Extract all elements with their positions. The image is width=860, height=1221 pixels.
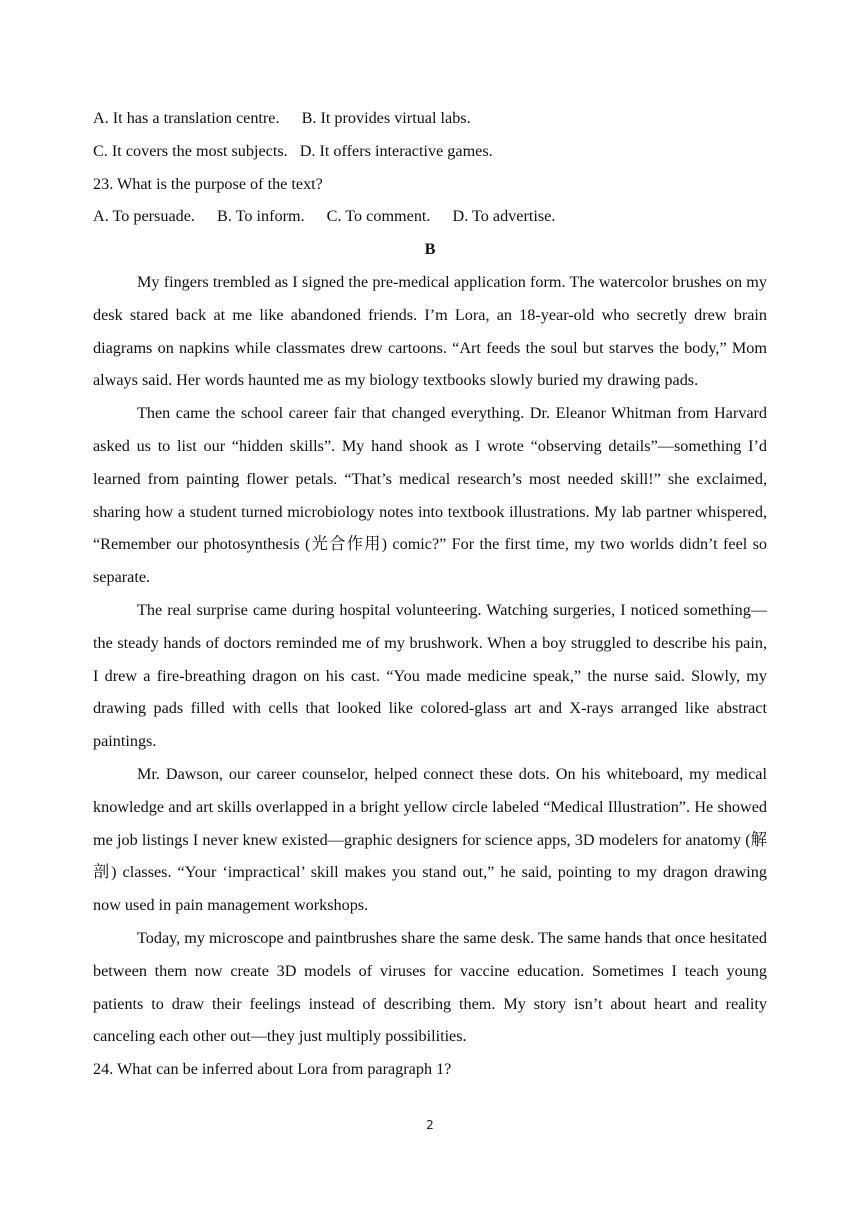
passage-paragraph-5: Today, my microscope and paintbrushes share the same desk. The same hands that once hesitated between them now create 3D models of viruses for vaccine education. Sometimes I teach young patients to draw their feelings instead of describing them. My story isn’t about heart and reality canceling each other out—they just multiply possibilities. — [93, 928, 767, 1046]
option-c: C. To comment. — [326, 207, 431, 226]
option-d: D. To advertise. — [452, 207, 556, 226]
question-24-stem: 24. What can be inferred about Lora from paragraph 1? — [93, 1060, 452, 1079]
question-22-options-row-2 — [93, 135, 767, 168]
option-a: A. It has a translation centre. — [93, 109, 280, 127]
section-label: B — [424, 240, 436, 259]
exam-page — [93, 102, 767, 1086]
passage-paragraph-2: Then came the school career fair that changed everything. Dr. Eleanor Whitman from Harvard asked us to list our “hidden skills”. My hand shook as I wrote “observing details”—something I’d learned from painting flower petals. “That’s medical research’s most needed skill!” she exclaimed, sharing how a student turned microbiology notes into textbook illustrations. My lab partner whispered, “Remember our photosynthesis (光合作用) comic?” For the first time, my two worlds didn’t feel so separate. — [93, 404, 767, 587]
option-c: C. It covers the most subjects. — [93, 141, 288, 160]
option-d: D. It offers interactive games. — [299, 141, 493, 160]
option-b: B. It provides virtual labs. — [301, 109, 471, 127]
question-22-options-row-1 — [93, 102, 767, 135]
page-number: 2 — [426, 1118, 434, 1132]
question-23-stem: 23. What is the purpose of the text? — [93, 174, 323, 193]
option-a: A. To persuade. — [93, 207, 195, 226]
question-23-options — [93, 200, 767, 233]
passage-paragraph-1: My fingers trembled as I signed the pre-medical application form. The watercolor brushes on my desk stared back at me like abandoned friends. I’m Lora, an 18-year-old who secretly drew brain diagrams on napkins while classmates drew cartoons. “Art feeds the soul but starves the body,” Mom always said. Her words haunted me as my biology textbooks slowly buried my drawing pads. — [93, 272, 767, 390]
option-b: B. To inform. — [217, 207, 305, 226]
passage-paragraph-3: The real surprise came during hospital volunteering. Watching surgeries, I noticed something—the steady hands of doctors reminded me of my brushwork. When a boy struggled to describe his pain, I drew a fire-breathing dragon on his cast. “You made medicine speak,” the nurse said. Slowly, my drawing pads filled with cells that looked like colored-glass art and X-rays arranged like abstract paintings. — [93, 600, 767, 751]
passage-paragraph-4: Mr. Dawson, our career counselor, helped connect these dots. On his whiteboard, my medical knowledge and art skills overlapped in a bright yellow circle labeled “Medical Illustration”. He showed me job listings I never knew existed—graphic designers for science apps, 3D modelers for anatomy (解剖) classes. “Your ‘impractical’ skill makes you stand out,” he said, pointing to my dragon drawing now used in pain management workshops. — [93, 764, 767, 915]
